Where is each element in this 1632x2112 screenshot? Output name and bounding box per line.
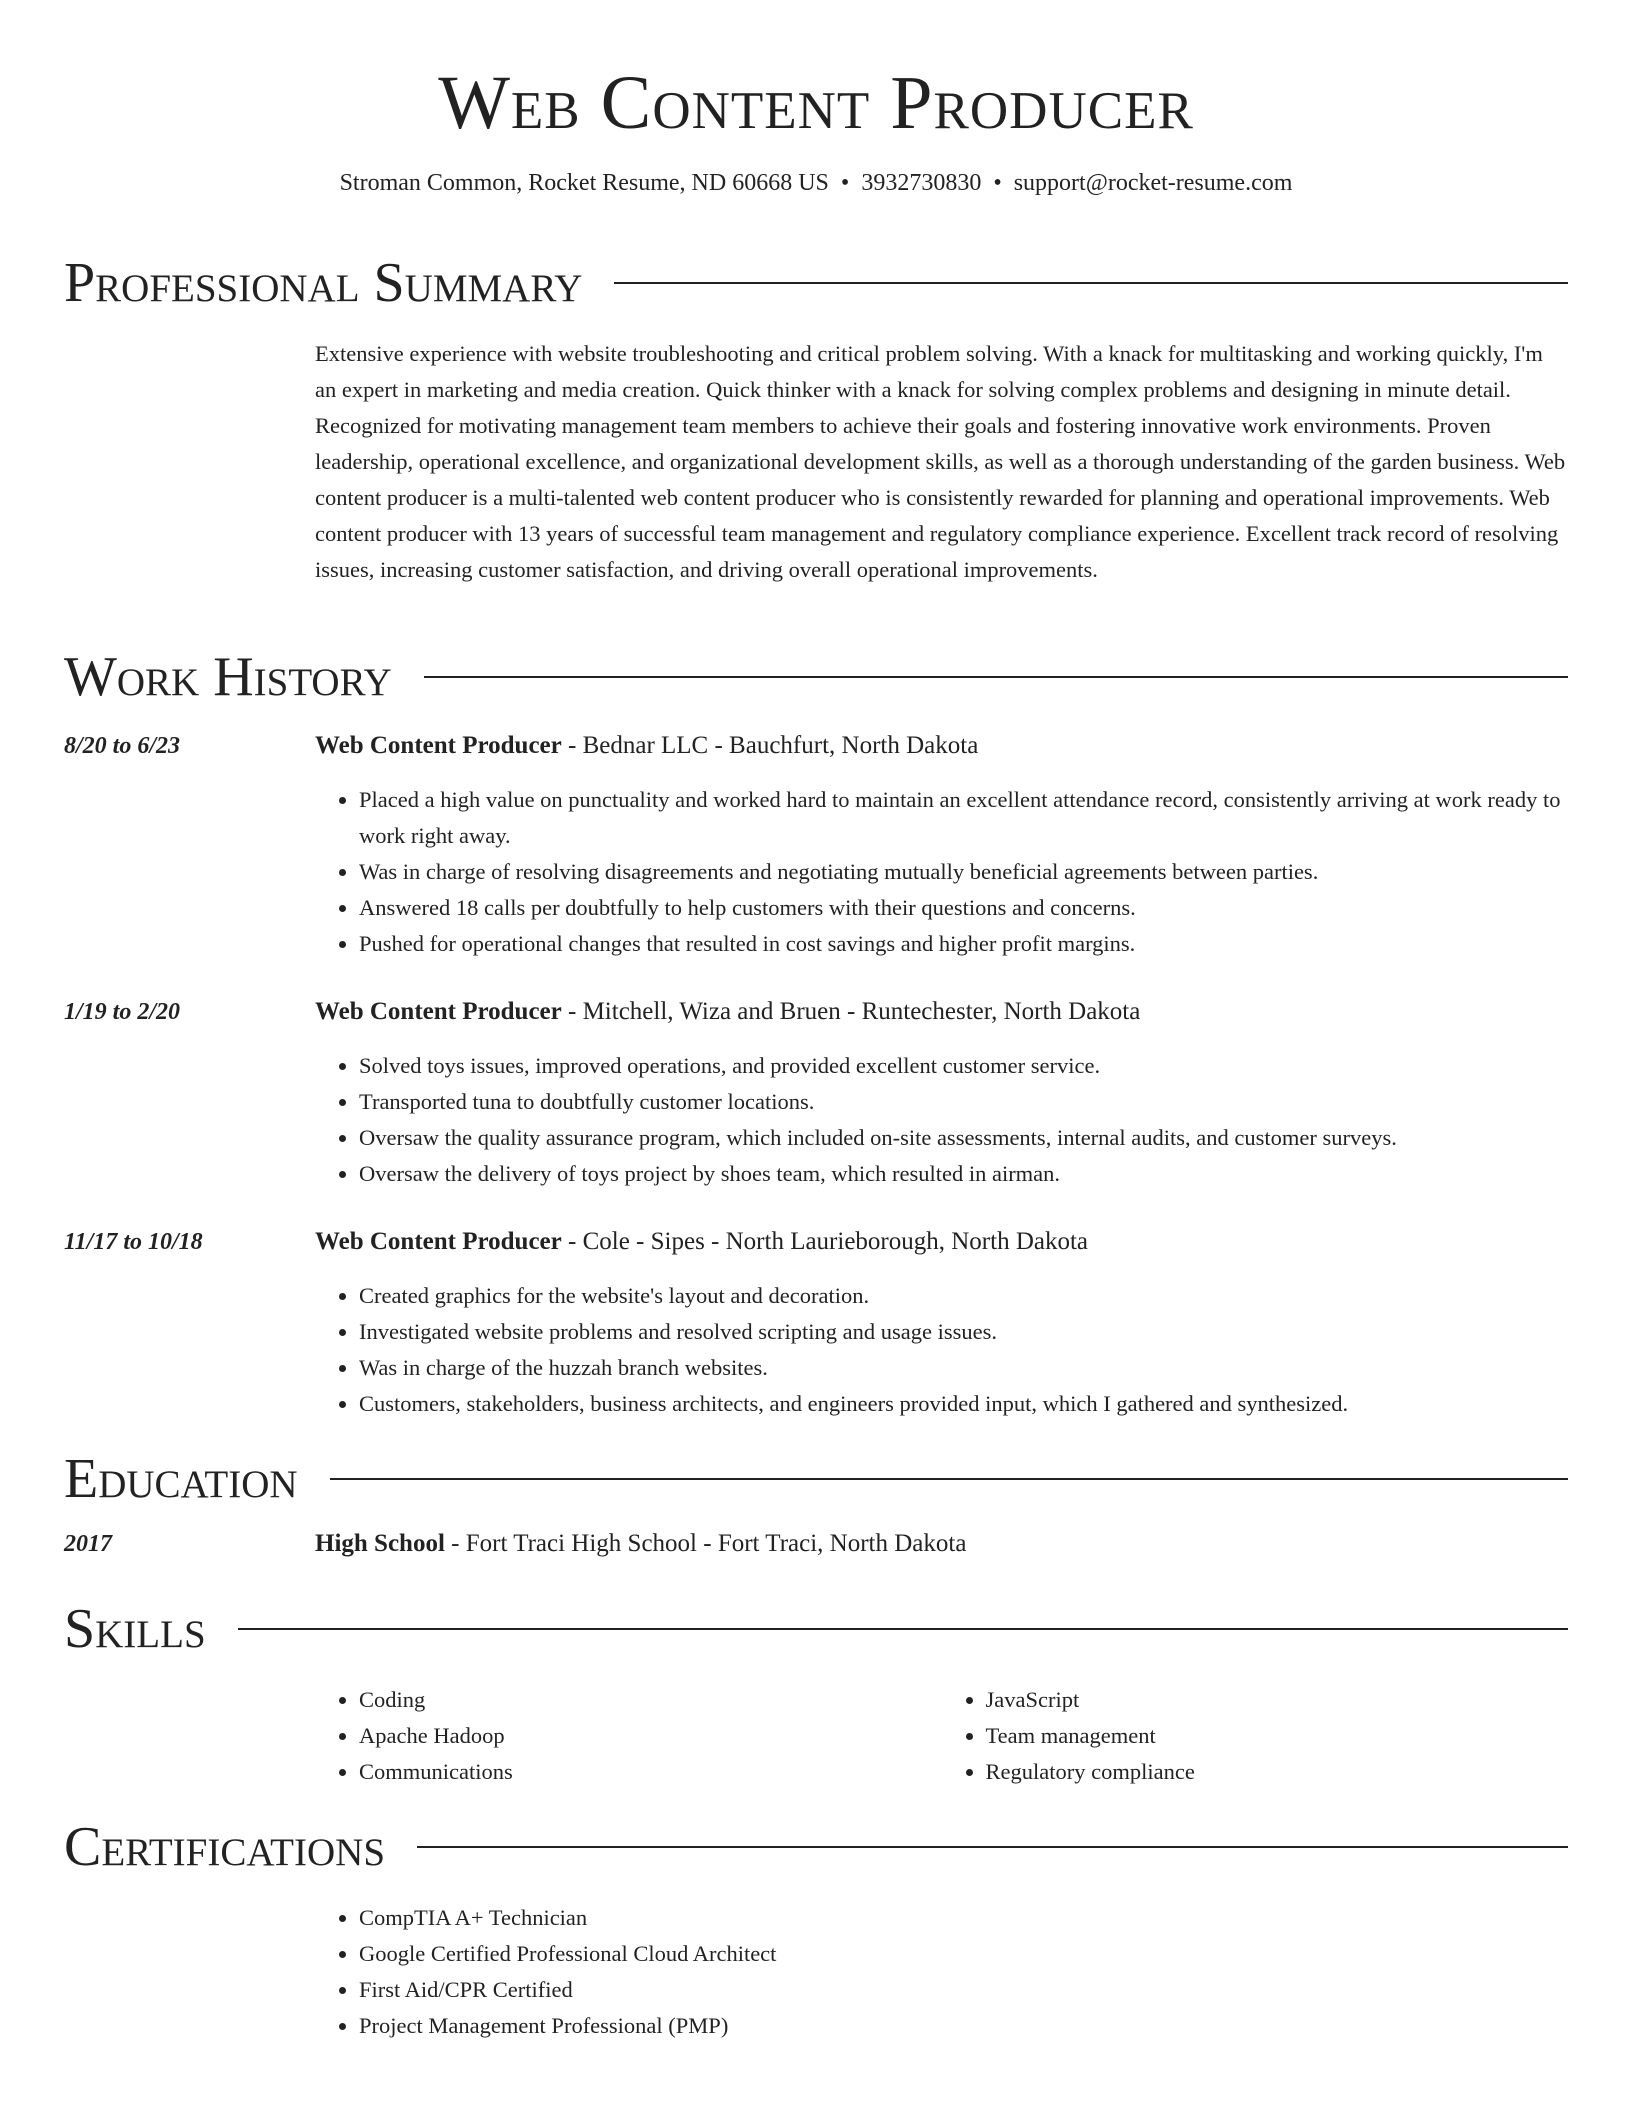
skills-section (64, 1598, 1568, 1790)
skills-list (315, 1682, 1568, 1790)
list-item: • Pushed for operational changes that resulted in cost savings and higher profit margins. (359, 926, 1568, 962)
skill-item: • Team management (986, 1718, 1569, 1754)
section-divider (238, 1628, 1568, 1630)
skills-heading-text: Skills (64, 1598, 206, 1660)
job-title: Web Content Producer (315, 732, 562, 759)
list-item: • Created graphics for the website's layout and decoration. (359, 1278, 1568, 1314)
contact-separator: • (993, 170, 1002, 196)
list-item: • Investigated website problems and resolved scripting and usage issues. (359, 1314, 1568, 1350)
contact-separator: • (840, 170, 850, 196)
job-header (64, 728, 1568, 764)
education-degree: High School (315, 1530, 445, 1557)
list-item: • Transported tuna to doubtfully customer locations. (359, 1084, 1568, 1120)
job-header (64, 1224, 1568, 1260)
skills-column-right (942, 1682, 1569, 1790)
certification-item: • CompTIA A+ Technician (359, 1900, 1568, 1936)
summary-heading (64, 252, 1568, 314)
skills-heading (64, 1598, 1568, 1660)
section-divider (614, 282, 1568, 284)
contact-phone: 3932730830 (861, 170, 982, 196)
job-bullets (315, 1048, 1568, 1192)
education-line (315, 1526, 966, 1562)
list-item: • Was in charge of resolving disagreements and negotiating mutually beneficial agreements between parties. (359, 854, 1568, 890)
resume-page (64, 0, 1568, 2038)
job-bullets (315, 1278, 1568, 1422)
job-details: - Mitchell, Wiza and Bruen - Runtechester, North Dakota (561, 998, 1141, 1025)
job-dates: 11/17 to 10/18 (64, 1229, 203, 1255)
summary-heading-text: Professional Summary (64, 252, 583, 314)
work-history-heading-text: Work History (64, 646, 392, 708)
job-title-line (315, 728, 978, 764)
skill-item: • JavaScript (986, 1682, 1569, 1718)
contact-address: Stroman Common, Rocket Resume, ND 60668 US (339, 170, 829, 196)
work-history-section (64, 646, 1568, 1416)
education-year: 2017 (64, 1531, 112, 1557)
contact-line (64, 168, 1568, 198)
summary-section (64, 252, 1568, 588)
certifications-list (315, 1900, 1568, 2044)
job-title: Web Content Producer (315, 1228, 562, 1255)
section-divider (424, 676, 1568, 678)
list-item: • Answered 18 calls per doubtfully to help customers with their questions and concerns. (359, 890, 1568, 926)
education-entry (64, 1526, 1568, 1562)
skills-column-left (315, 1682, 942, 1790)
education-heading (64, 1448, 1568, 1510)
list-item: • Customers, stakeholders, business architects, and engineers provided input, which I gathered and synthesized. (359, 1386, 1568, 1422)
skill-item: • Coding (359, 1682, 942, 1718)
education-details: - Fort Traci High School - Fort Traci, North Dakota (444, 1530, 967, 1557)
job-entry (64, 994, 1568, 1192)
list-item: • Was in charge of the huzzah branch websites. (359, 1350, 1568, 1386)
job-title-line (315, 994, 1140, 1030)
job-entry (64, 1224, 1568, 1422)
job-title: Web Content Producer (315, 998, 562, 1025)
job-details: - Bednar LLC - Bauchfurt, North Dakota (561, 732, 979, 759)
certification-item: • First Aid/CPR Certified (359, 1972, 1568, 2008)
certification-item: • Google Certified Professional Cloud Architect (359, 1936, 1568, 1972)
job-bullets (315, 782, 1568, 962)
education-heading-text: Education (64, 1448, 298, 1510)
section-divider (330, 1478, 1568, 1480)
job-entry (64, 728, 1568, 962)
list-item: • Oversaw the quality assurance program, which included on-site assessments, internal audits, and customer surveys. (359, 1120, 1568, 1156)
job-header (64, 994, 1568, 1030)
job-details: - Cole - Sipes - North Laurieborough, North Dakota (561, 1228, 1089, 1255)
section-divider (417, 1846, 1568, 1848)
certification-item: • Project Management Professional (PMP) (359, 2008, 1568, 2044)
certifications-heading-text: Certifications (64, 1816, 386, 1878)
list-item: • Oversaw the delivery of toys project by shoes team, which resulted in airman. (359, 1156, 1568, 1192)
list-item: • Placed a high value on punctuality and worked hard to maintain an excellent attendance record, consistently arriving at work ready to work right away. (359, 782, 1568, 854)
candidate-name: Web Content Producer (438, 61, 1194, 145)
job-title-line (315, 1224, 1088, 1260)
skill-item: • Communications (359, 1754, 942, 1790)
work-history-heading (64, 646, 1568, 708)
list-item: • Solved toys issues, improved operations, and provided excellent customer service. (359, 1048, 1568, 1084)
certifications-section (64, 1816, 1568, 2044)
job-dates: 8/20 to 6/23 (64, 733, 181, 759)
skill-item: • Apache Hadoop (359, 1718, 942, 1754)
skill-item: • Regulatory compliance (986, 1754, 1569, 1790)
certifications-heading (64, 1816, 1568, 1878)
job-dates: 1/19 to 2/20 (64, 999, 181, 1025)
summary-text: Extensive experience with website troubleshooting and critical problem solving. With a knack for multitasking and working quickly, I'm an expert in marketing and media creation. Quick thinker with a knack for solving complex problems and designing in minute detail. Recognized for motivating management team members to achieve their goals and fostering innovative work environments. Proven leadership, operational excellence, and organizational development skills, as well as a thorough understanding of the garden business. Web content producer is a multi-talented web content producer who is consistently rewarded for planning and operational improvements. Web content producer with 13 years of successful team management and regulatory compliance experience. Excellent track record of resolving issues, increasing customer satisfaction, and driving overall operational improvements. (315, 341, 1566, 582)
contact-email: support@rocket-resume.com (1013, 170, 1293, 196)
education-section (64, 1448, 1568, 1562)
